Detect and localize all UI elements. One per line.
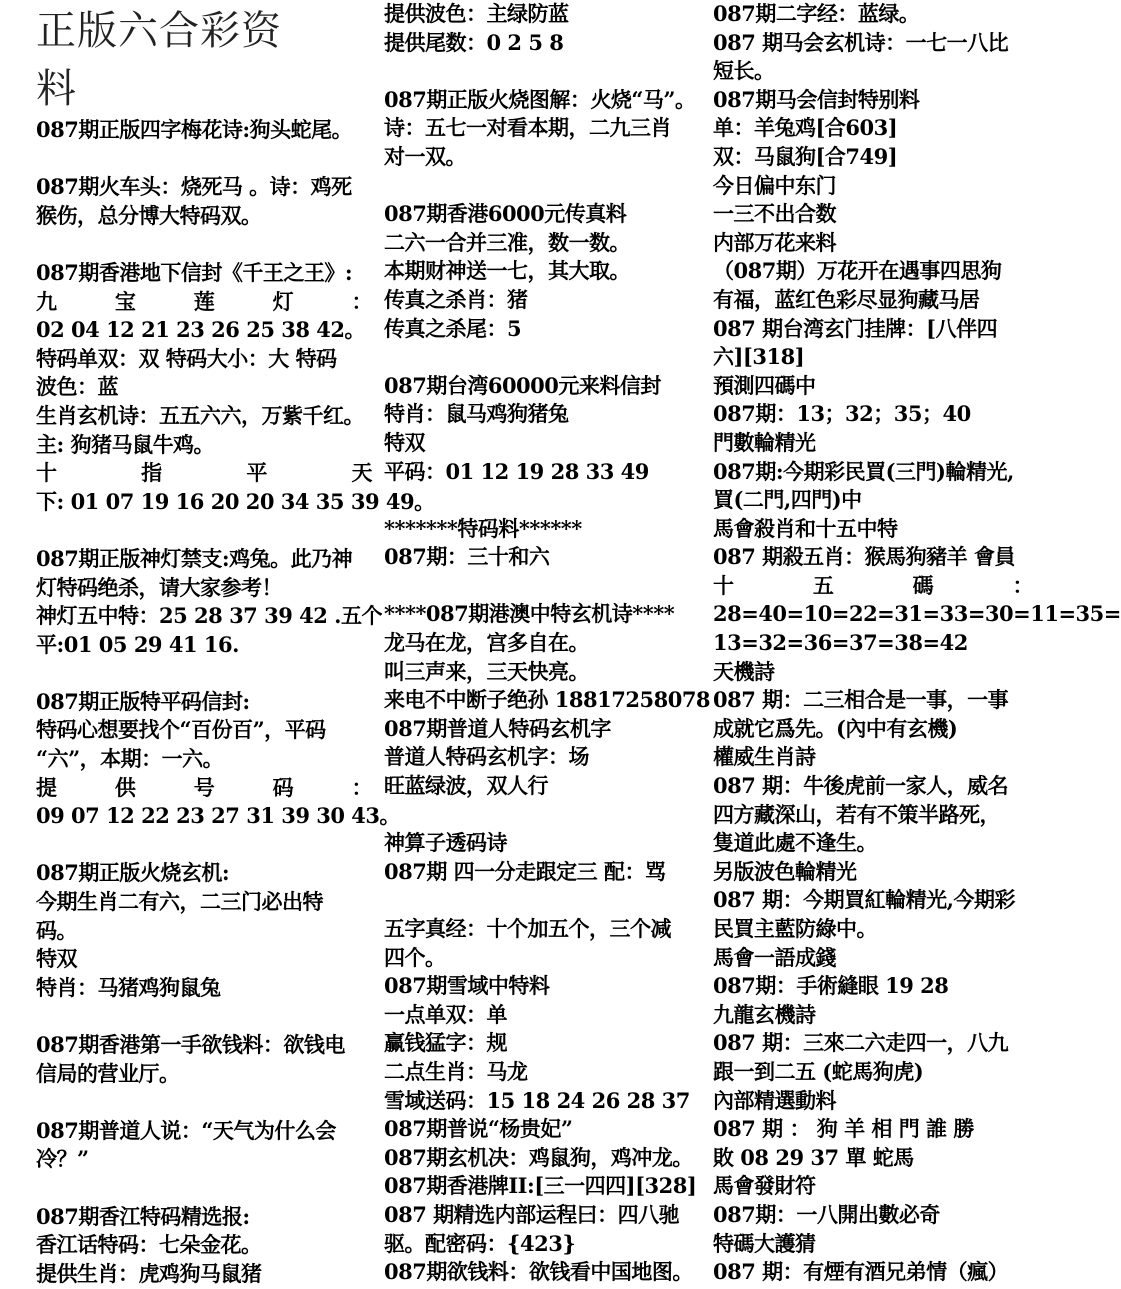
text-line: 087期普道人特码玄机字 — [384, 715, 611, 741]
text-line: 十 指 平 天 — [36, 460, 372, 486]
text-line: 雪域送码：15 18 24 26 28 37 — [384, 1087, 690, 1113]
text-line: 敗 08 29 37 單 蛇馬 — [713, 1144, 914, 1170]
blank-line — [384, 886, 702, 915]
blank-line — [36, 516, 372, 545]
text-line: 叫三声来，三天快亮。 — [384, 658, 589, 684]
text-line: 內部精選動料 — [713, 1087, 836, 1113]
text-line: 提供生肖：虎鸡狗马鼠猪 — [36, 1260, 262, 1286]
text-line: 087期香港牌II:[三一四四][328] — [384, 1173, 697, 1199]
text-line: 門數輪精光 — [713, 429, 816, 455]
text-line: 087 期台湾玄门挂牌：[八伴四 — [713, 315, 998, 341]
text-line: 隻道此處不逢生。 — [713, 830, 877, 856]
text-line: 特双 — [36, 946, 77, 972]
text-line: 馬會殺肖和十五中特 — [713, 515, 898, 541]
text-line: 特肖：马猪鸡狗鼠兔 — [36, 974, 221, 1000]
blank-line — [36, 1088, 372, 1117]
text-line: 本期财神送一七，其大取。 — [384, 258, 630, 284]
text-line: 權威生肖詩 — [713, 744, 816, 770]
blank-line — [384, 486, 702, 515]
blank-line — [36, 1174, 372, 1203]
text-line: 神算子透码诗 — [384, 830, 507, 856]
blank-line — [384, 801, 702, 830]
text-line: 二点生肖：马龙 — [384, 1058, 528, 1084]
text-line: 神灯五中特：25 28 37 39 42 .五个 — [36, 603, 382, 629]
text-line: 下: 01 07 19 16 20 20 34 35 39 49。 — [36, 488, 435, 514]
text-line: 087期：手術縫眼 19 28 — [713, 973, 949, 999]
text-line: 十 五 碼 ： — [713, 572, 1033, 598]
text-line: 单：羊兔鸡[合603] — [713, 115, 898, 141]
text-line: 087期马会信封特别料 — [713, 86, 920, 112]
text-line: 平码：01 12 19 28 33 49 — [384, 458, 649, 484]
text-line: 九龍玄機詩 — [713, 1001, 816, 1027]
text-line: 赢钱猛字：规 — [384, 1030, 507, 1056]
text-line: 087 期 ： 狗 羊 相 門 誰 勝 — [713, 1116, 974, 1142]
text-line: 信局的营业厅。 — [36, 1060, 180, 1086]
text-line: 码。 — [36, 917, 77, 943]
text-line: 087 期精选内部运程曰：四八驰 — [384, 1201, 680, 1227]
text-line: 成就它爲先。(內中有玄機) — [713, 715, 958, 741]
text-line: 087期正版火烧图解：火烧“马”。 — [384, 86, 696, 112]
text-line: 灯特码绝杀，请大家参考！ — [36, 574, 282, 600]
column-middle-lines — [384, 0, 711, 1287]
text-line: 提供波色：主绿防蓝 — [384, 1, 569, 26]
blank-line — [36, 1002, 372, 1031]
blank-line — [36, 230, 372, 259]
column-middle — [384, 0, 711, 1289]
text-line: 今期生肖二有六，二三门必出特 — [36, 889, 323, 915]
text-line: 平:01 05 29 41 16. — [36, 631, 239, 657]
text-line: 普道人特码玄机字：场 — [384, 744, 589, 770]
text-line: 来电不中断子绝孙 18817258078 — [384, 687, 711, 713]
text-line: 一点单双：单 — [384, 1001, 507, 1027]
text-line: 另版波色輪精光 — [713, 858, 857, 884]
text-line: 波色：蓝 — [36, 374, 118, 400]
page-title: 正版六合彩资 — [36, 8, 282, 54]
text-line: 087 期：有煙有酒兄弟情（瘋） — [713, 1259, 1009, 1285]
blank-line — [384, 343, 702, 372]
text-line: 九 宝 莲 灯 ： — [36, 288, 372, 314]
text-line: 087期欲钱料：欲钱看中国地图。 — [384, 1259, 693, 1285]
blank-line — [36, 145, 372, 174]
text-line: 087期火车头：烧死马 。诗：鸡死 — [36, 174, 352, 200]
text-line: 传真之杀尾：5 — [384, 315, 522, 341]
blank-line — [384, 572, 702, 601]
text-line: 主: 狗猪马鼠牛鸡。 — [36, 431, 215, 457]
text-line: ****087期港澳中特玄机诗**** — [384, 601, 675, 627]
text-line: 对一双。 — [384, 143, 466, 169]
text-line: 087 期：三來二六走四一，八九 — [713, 1030, 1009, 1056]
text-line: 087期香江特码精选报: — [36, 1203, 250, 1229]
text-line: 四方藏深山，若有不策半路死， — [713, 801, 1000, 827]
text-line: 特肖：鼠马鸡狗猪兔 — [384, 401, 569, 427]
text-line: 特码心想要找个“百份百”，平码 — [36, 717, 326, 743]
text-line: 087期正版火烧玄机: — [36, 860, 230, 886]
column-right — [713, 0, 1121, 1289]
text-line: 四个。 — [384, 944, 446, 970]
text-line: 087期普说“杨贵妃” — [384, 1116, 573, 1142]
text-line: 民買主藍防綠中。 — [713, 916, 877, 941]
text-line: 087期：三十和六 — [384, 544, 550, 570]
text-line: 传真之杀肖：猪 — [384, 286, 528, 312]
text-line: 087期 四一分走跟定三 配：骂 — [384, 858, 666, 884]
text-line: 驱。配密码：{423} — [384, 1230, 576, 1256]
text-line: 087期玄机决：鸡鼠狗，鸡冲龙。 — [384, 1144, 693, 1170]
text-line: 087期台湾60000元来料信封 — [384, 372, 661, 398]
text-line: 天機詩 — [713, 658, 775, 684]
text-line: 龙马在龙，宫多自在。 — [384, 630, 589, 656]
text-line: 087期雪域中特料 — [384, 973, 550, 999]
text-line: 二六一合并三准，数一数。 — [384, 229, 630, 255]
text-line: 猴伤，总分博大特码双。 — [36, 202, 262, 228]
column-right-lines — [713, 0, 1121, 1287]
text-line: 13=32=36=37=38=42 — [713, 630, 968, 656]
text-line: 087期正版四字梅花诗:狗头蛇尾。 — [36, 117, 353, 142]
text-line: 生肖玄机诗：五五六六，万紫千红。 — [36, 402, 364, 428]
text-line: 特码单双：双 特码大小：大 特码 — [36, 345, 337, 371]
text-line: 双：马鼠狗[合749] — [713, 143, 898, 169]
text-line: “六”，本期：一六。 — [36, 746, 224, 772]
text-line: 087期香港第一手欲钱料：欲钱电 — [36, 1032, 345, 1057]
text-line: 诗：五七一对看本期，二九三肖 — [384, 115, 671, 141]
text-line: （087期）万花开在遇事四思狗 — [713, 258, 1002, 284]
text-line: 冷？” — [36, 1146, 89, 1172]
text-line: 087期:今期彩民買(三門)輪精光, — [713, 458, 1014, 484]
text-line: 特双 — [384, 429, 425, 455]
text-line: 預測四碼中 — [713, 372, 816, 398]
text-line: 02 04 12 21 23 26 25 38 42。 — [36, 317, 366, 343]
blank-line — [384, 57, 702, 86]
text-line: 087 期：二三相合是一事，一事 — [713, 687, 1009, 713]
text-line: 087期香港6000元传真料 — [384, 201, 627, 227]
text-line: 09 07 12 22 23 27 31 39 30 43。 — [36, 803, 401, 829]
text-line: 内部万花来料 — [713, 229, 836, 255]
text-line: 087 期：今期買紅輪精光,今期彩 — [713, 887, 1015, 913]
text-line: 087 期殺五肖：猴馬狗豬羊 會員 — [713, 544, 1015, 570]
text-line: 087期香港地下信封《千王之王》: — [36, 259, 353, 285]
text-line: 087期正版特平码信封: — [36, 688, 250, 714]
text-line: 提 供 号 码 ： — [36, 774, 372, 800]
text-line: 087期正版神灯禁支:鸡兔。此乃神 — [36, 545, 353, 571]
blank-line — [384, 172, 702, 201]
text-line: 087期：13；32；35；40 — [713, 401, 971, 427]
blank-line — [36, 659, 372, 688]
text-line: 五字真经：十个加五个，三个减 — [384, 916, 671, 941]
text-line: 087 期马会玄机诗：一七一八比 — [713, 29, 1009, 55]
page-title-continued: 料 — [36, 66, 77, 112]
text-line: 一三不出合数 — [713, 201, 836, 227]
text-line: 馬會一語成錢 — [713, 944, 836, 970]
text-line: 香江话特码：七朵金花。 — [36, 1232, 262, 1258]
text-line: 087期普道人说：“天气为什么会 — [36, 1117, 336, 1143]
text-line: 087 期：牛後虎前一家人，威名 — [713, 773, 1009, 799]
text-line: 087期：一八開出數必奇 — [713, 1201, 940, 1227]
text-line: 有福，蓝红色彩尽显狗藏马居 — [713, 286, 980, 312]
text-line: 28=40=10=22=31=33=30=11=35= — [713, 601, 1121, 627]
text-line: 買(二門,四門)中 — [713, 487, 862, 513]
text-line: 短长。 — [713, 58, 775, 84]
text-line: 提供尾数：0 2 5 8 — [384, 29, 564, 55]
text-line: 馬會發財符 — [713, 1173, 816, 1199]
blank-line — [36, 831, 372, 860]
text-line: 087期二字经：蓝绿。 — [713, 1, 920, 26]
text-line: 六][318] — [713, 344, 805, 370]
text-line: 特碼大護猜 — [713, 1230, 816, 1256]
text-line: 跟一到二五 (蛇馬狗虎) — [713, 1058, 924, 1084]
text-line: *******特码料****** — [384, 515, 582, 541]
text-line: 今日偏中东门 — [713, 172, 836, 198]
text-line: 旺蓝绿波，双人行 — [384, 773, 548, 799]
